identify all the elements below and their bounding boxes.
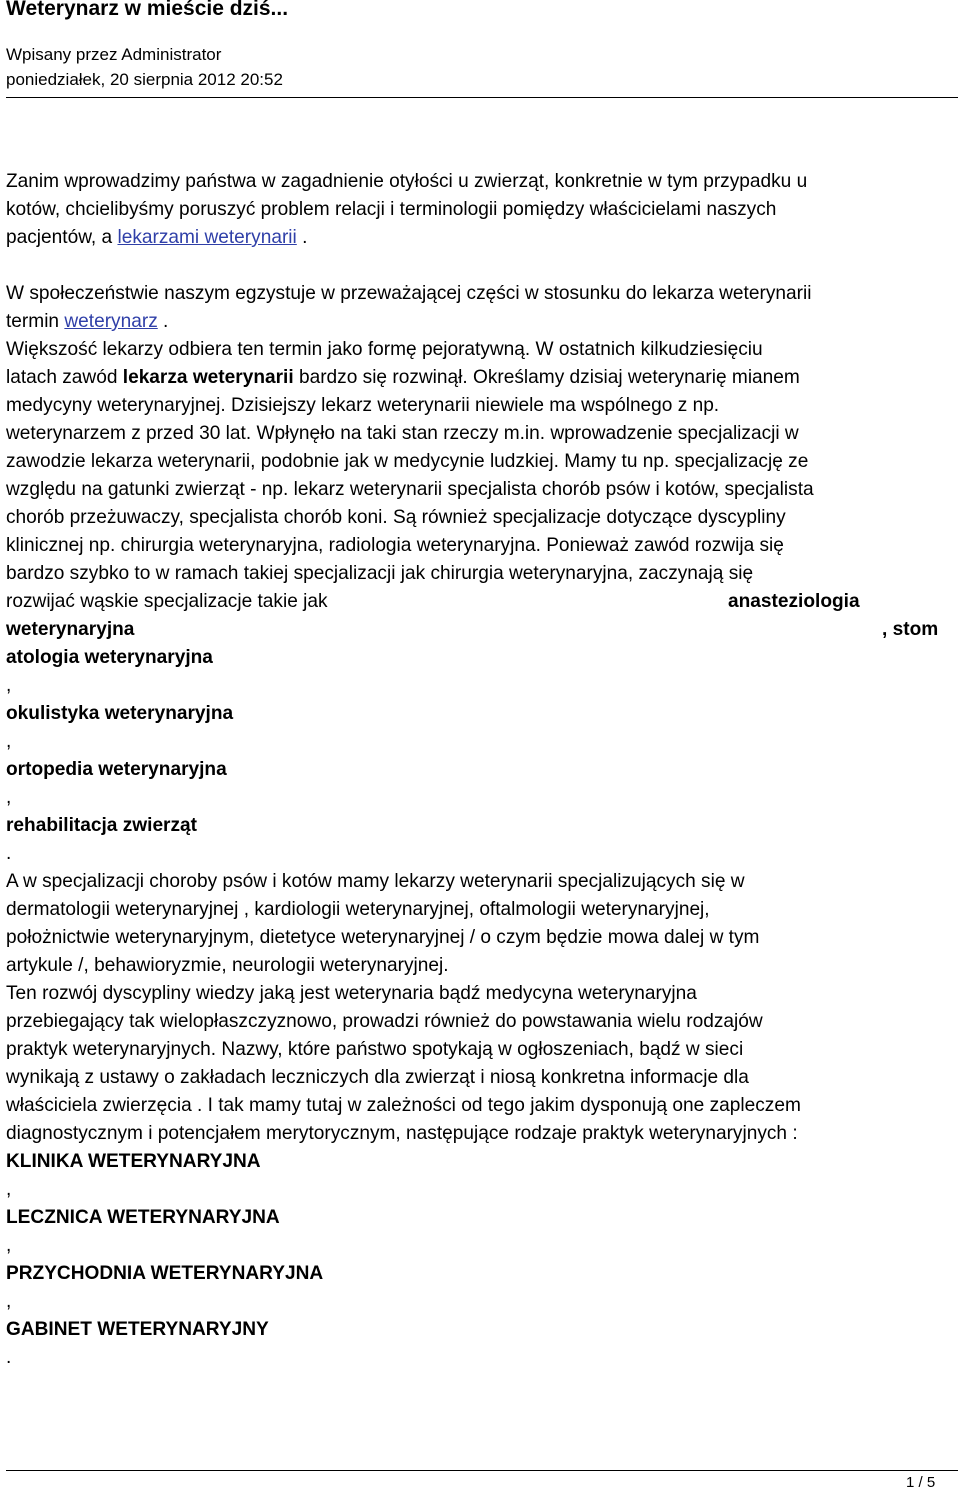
specialization-ortopedia: ortopedia weterynaryjna [6, 759, 227, 780]
article-meta [6, 42, 283, 92]
separator-comma: , [6, 787, 12, 808]
practice-type-lecznica: LECZNICA WETERYNARYJNA [6, 1207, 280, 1228]
text-line: zawodzie lekarza weterynarii, podobnie jak w medycynie ludzkiej. Mamy tu np. specjalizację ze [6, 451, 809, 472]
author-line: Wpisany przez Administrator [6, 45, 222, 64]
text-span: rozwijać wąskie specjalizacje takie jak [6, 591, 328, 612]
separator-comma: , [6, 1235, 12, 1256]
text-line [6, 308, 960, 336]
text-span: termin [6, 311, 65, 332]
separator-comma: , [6, 1179, 12, 1200]
text-line: A w specjalizacji choroby psów i kotów mamy lekarzy weterynarii specjalizujących się w [6, 871, 745, 892]
text-span: . [157, 311, 169, 332]
weterynarz-link[interactable]: weterynarz [64, 311, 158, 332]
text-span: pacjentów, a [6, 227, 118, 248]
specialization-rehabilitacja: rehabilitacja zwierząt [6, 815, 198, 836]
text-span: bardzo się rozwinął. Określamy dzisiaj weterynarię mianem [293, 367, 800, 388]
specialization-stomatologia: atologia weterynaryjna [6, 647, 213, 668]
header-divider [6, 97, 958, 98]
bold-term: lekarza weterynarii [122, 367, 294, 388]
specialization-okulistyka: okulistyka weterynaryjna [6, 703, 234, 724]
text-line: weterynarzem z przed 30 lat. Wpłynęło na taki stan rzeczy m.in. wprowadzenie specjalizacji w [6, 423, 799, 444]
text-span: latach zawód [6, 367, 123, 388]
text-line: medycyny weterynaryjnej. Dzisiejszy lekarz weterynarii niewiele ma wspólnego z np. [6, 395, 720, 416]
text-line: Większość lekarzy odbiera ten termin jako formę pejoratywną. W ostatnich kilkudziesięciu [6, 339, 763, 360]
text-line: diagnostycznym i potencjałem merytorycznym, następujące rodzaje praktyk weterynaryjnych : [6, 1123, 798, 1144]
text-line: W społeczeństwie naszym egzystuje w przeważającej części w stosunku do lekarza weterynarii [6, 283, 812, 304]
text-span: . [296, 227, 308, 248]
specialization-anasteziologia-cont: weterynaryjna [6, 619, 135, 640]
practice-type-klinika: KLINIKA WETERYNARYJNA [6, 1151, 261, 1172]
text-line [6, 224, 960, 252]
text-line: względu na gatunki zwierząt - np. lekarz weterynarii specjalista chorób psów i kotów, specjalista [6, 479, 814, 500]
text-line: artykule /, behawioryzmie, neurologii weterynaryjnej. [6, 955, 449, 976]
separator-comma: , [6, 1291, 12, 1312]
text-line: Ten rozwój dyscypliny wiedzy jaką jest weterynaria bądź medycyna weterynaryjna [6, 983, 697, 1004]
paragraph-gap [6, 252, 960, 280]
text-line [6, 588, 960, 616]
text-line: kotów, chcielibyśmy poruszyć problem relacji i terminologii pomiędzy właścicielami naszych [6, 199, 777, 220]
date-line: poniedziałek, 20 sierpnia 2012 20:52 [6, 70, 283, 89]
text-line: dermatologii weterynaryjnej , kardiologii weterynaryjnej, oftalmologii weterynaryjnej, [6, 899, 710, 920]
page-title: Weterynarz w mieście dziś... [6, 0, 289, 20]
practice-type-przychodnia: PRZYCHODNIA WETERYNARYJNA [6, 1263, 324, 1284]
separator-period: . [6, 1347, 12, 1368]
separator-comma: , [6, 675, 12, 696]
text-line: praktyk weterynaryjnych. Nazwy, które państwo spotykają w ogłoszeniach, bądź w sieci [6, 1039, 744, 1060]
text-line: chorób przeżuwaczy, specjalista chorób koni. Są również specjalizacje dotyczące dyscypliny [6, 507, 786, 528]
text-line: położnictwie weterynaryjnym, dietetyce weterynaryjnej / o czym będzie mowa dalej w tym [6, 927, 760, 948]
specialization-stom: , stom [882, 619, 939, 640]
text-line [6, 364, 960, 392]
article-body [6, 168, 960, 1372]
text-line [6, 616, 960, 644]
text-line: właściciela zwierzęcia . I tak mamy tutaj w zależności od tego jakim dysponują one zapleczem [6, 1095, 801, 1116]
separator-comma: , [6, 731, 12, 752]
lekarzami-weterynarii-link[interactable]: lekarzami weterynarii [117, 227, 297, 248]
text-line: przebiegający tak wielopłaszczyznowo, prowadzi również do powstawania wielu rodzajów [6, 1011, 763, 1032]
text-line: klinicznej np. chirurgia weterynaryjna, radiologia weterynaryjna. Ponieważ zawód rozwija się [6, 535, 784, 556]
separator-period: . [6, 843, 12, 864]
text-line: Zanim wprowadzimy państwa w zagadnienie otyłości u zwierząt, konkretnie w tym przypadku u [6, 171, 808, 192]
practice-type-gabinet: GABINET WETERYNARYJNY [6, 1319, 269, 1340]
page-number: 1 / 5 [906, 1474, 936, 1491]
specialization-anasteziologia: anasteziologia [728, 591, 860, 612]
text-line: wynikają z ustawy o zakładach leczniczych dla zwierząt i niosą konkretna informacje dla [6, 1067, 749, 1088]
footer-divider [6, 1470, 958, 1471]
text-line: bardzo szybko to w ramach takiej specjalizacji jak chirurgia weterynaryjna, zaczynają się [6, 563, 754, 584]
